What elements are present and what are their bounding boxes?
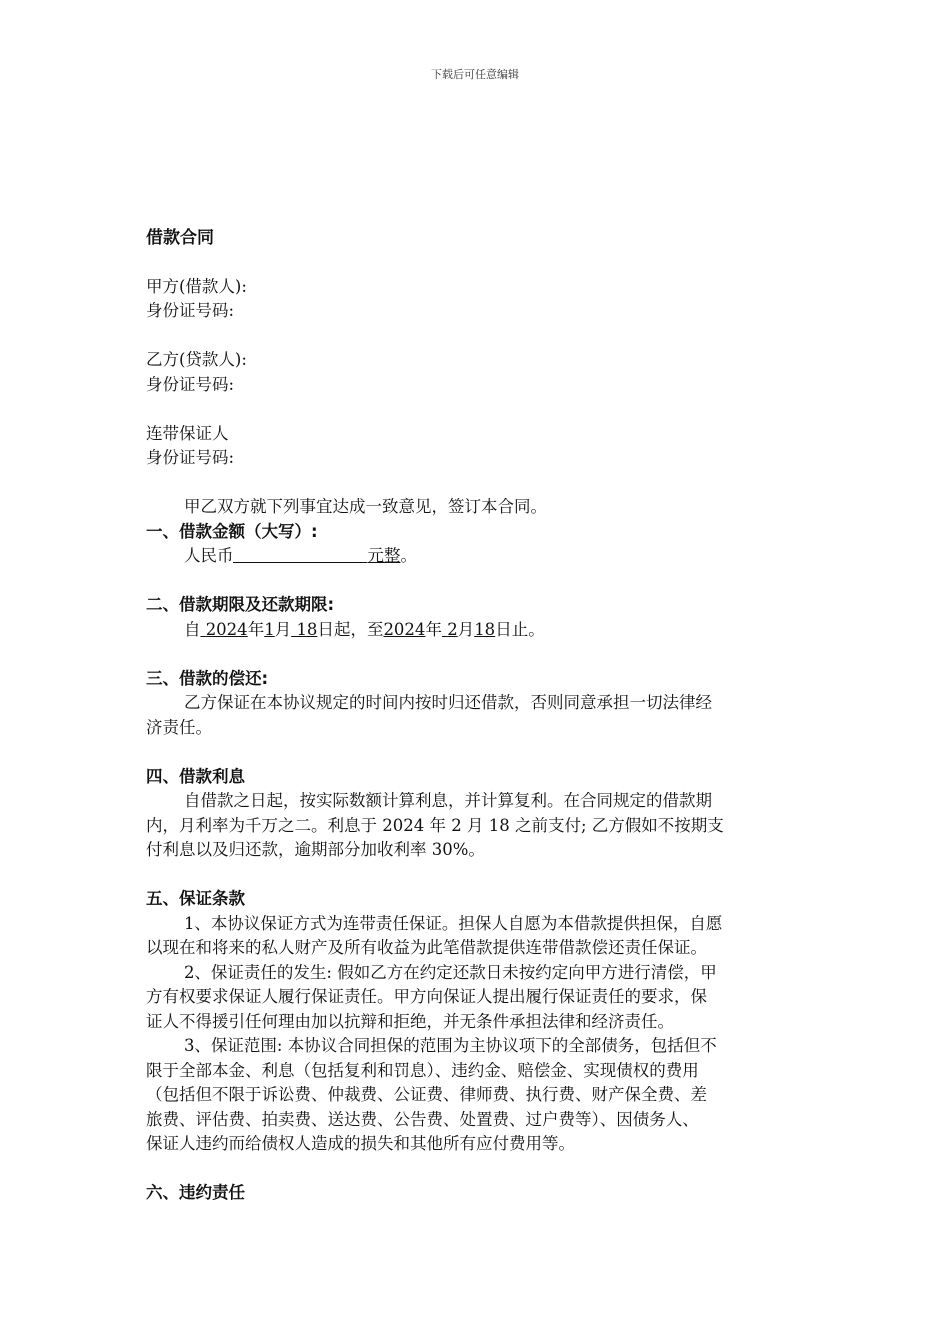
contract-document — [146, 226, 810, 1206]
party-a-label: 甲方(借款人): — [146, 276, 247, 296]
guarantee-clause-3-line-5: 保证人违约而给债权人造成的损失和其他所有应付费用等。 — [146, 1134, 575, 1153]
guarantee-clause-1-line-2: 以现在和将来的私人财产及所有收益为此笔借款提供连带借款偿还责任保证。 — [146, 938, 707, 957]
term-text: 月 — [274, 619, 292, 639]
guarantee-clause-2-line-3: 证人不得援引任何理由加以抗辩和拒绝，并无条件承担法律和经济责任。 — [146, 1011, 674, 1031]
party-b-label: 乙方(贷款人): — [146, 350, 247, 369]
page-header: 下载后可任意编辑 — [431, 68, 519, 81]
repayment-line-2: 济责任。 — [146, 717, 212, 737]
section-2-heading: 二、借款期限及还款期限: — [146, 595, 335, 614]
party-b-id-label: 身份证号码: — [146, 374, 235, 394]
term-text: 日止。 — [495, 619, 545, 639]
guarantee-clause-2-line-1: 2、保证责任的发生: 假如乙方在约定还款日未按约定向甲方进行清偿，甲 — [183, 962, 717, 982]
term-text: 月 — [457, 619, 475, 639]
loan-amount-line — [146, 544, 810, 569]
document-title: 借款合同 — [146, 228, 214, 248]
guarantee-clause-3-line-2: 限于全部本金、利息（包括复利和罚息）、违约金、赔偿金、实现债权的费用 — [146, 1060, 699, 1080]
end-month: 2 — [447, 619, 458, 639]
term-text: 自 — [183, 619, 201, 639]
end-year: 2024 — [383, 619, 426, 639]
interest-line-1: 自借款之日起，按实际数额计算利息，并计算复利。在合同规定的借款期 — [183, 791, 712, 810]
section-6-heading: 六、违约责任 — [146, 1183, 245, 1202]
term-text: 日起，至 — [317, 619, 384, 639]
interest-line-3: 付利息以及归还款，逾期部分加收利率 30%。 — [146, 840, 485, 859]
intro-text: 甲乙双方就下列事宜达成一致意见，签订本合同。 — [183, 497, 547, 516]
guarantee-clause-1-line-1: 1、本协议保证方式为连带责任保证。担保人自愿为本借款提供担保，自愿 — [183, 913, 723, 933]
repayment-line-1: 乙方保证在本协议规定的时间内按时归还借款，否则同意承担一切法律经 — [183, 693, 712, 712]
section-1-heading: 一、借款金额（大写）: — [146, 521, 318, 541]
interest-line-2: 内，月利率为千万之二。利息于 2024 年 2 月 18 之前支付; 乙方假如不按期支 — [146, 815, 724, 835]
start-year: 2024 — [205, 619, 248, 639]
term-text: 年 — [425, 619, 442, 639]
section-4-heading: 四、借款利息 — [146, 766, 245, 786]
amount-unit: 元整 — [367, 546, 401, 565]
guarantee-clause-3-line-3: （包括但不限于诉讼费、仲裁费、公证费、律师费、执行费、财产保全费、差 — [146, 1085, 707, 1104]
loan-term-line — [146, 618, 810, 643]
amount-end: 。 — [400, 546, 417, 565]
guarantor-label: 连带保证人 — [146, 423, 229, 443]
party-a-id-label: 身份证号码: — [146, 301, 235, 320]
amount-blank — [233, 546, 367, 563]
term-text: 年 — [247, 619, 265, 639]
section-5-heading: 五、保证条款 — [146, 889, 245, 908]
end-day: 18 — [474, 619, 496, 639]
start-day: 18 — [296, 619, 318, 639]
amount-prefix: 人民币 — [183, 546, 234, 565]
guarantee-clause-3-line-4: 旅费、评估费、拍卖费、送达费、公告费、处置费、过户费等）、因债务人、 — [146, 1109, 699, 1129]
start-month: 1 — [264, 619, 275, 639]
guarantee-clause-3-line-1: 3、保证范围: 本协议合同担保的范围为主协议项下的全部债务，包括但不 — [183, 1036, 717, 1055]
guarantor-id-label: 身份证号码: — [146, 448, 235, 467]
section-3-heading: 三、借款的偿还: — [146, 668, 269, 688]
guarantee-clause-2-line-2: 方有权要求保证人履行保证责任。甲方向保证人提出履行保证责任的要求，保 — [146, 987, 707, 1006]
